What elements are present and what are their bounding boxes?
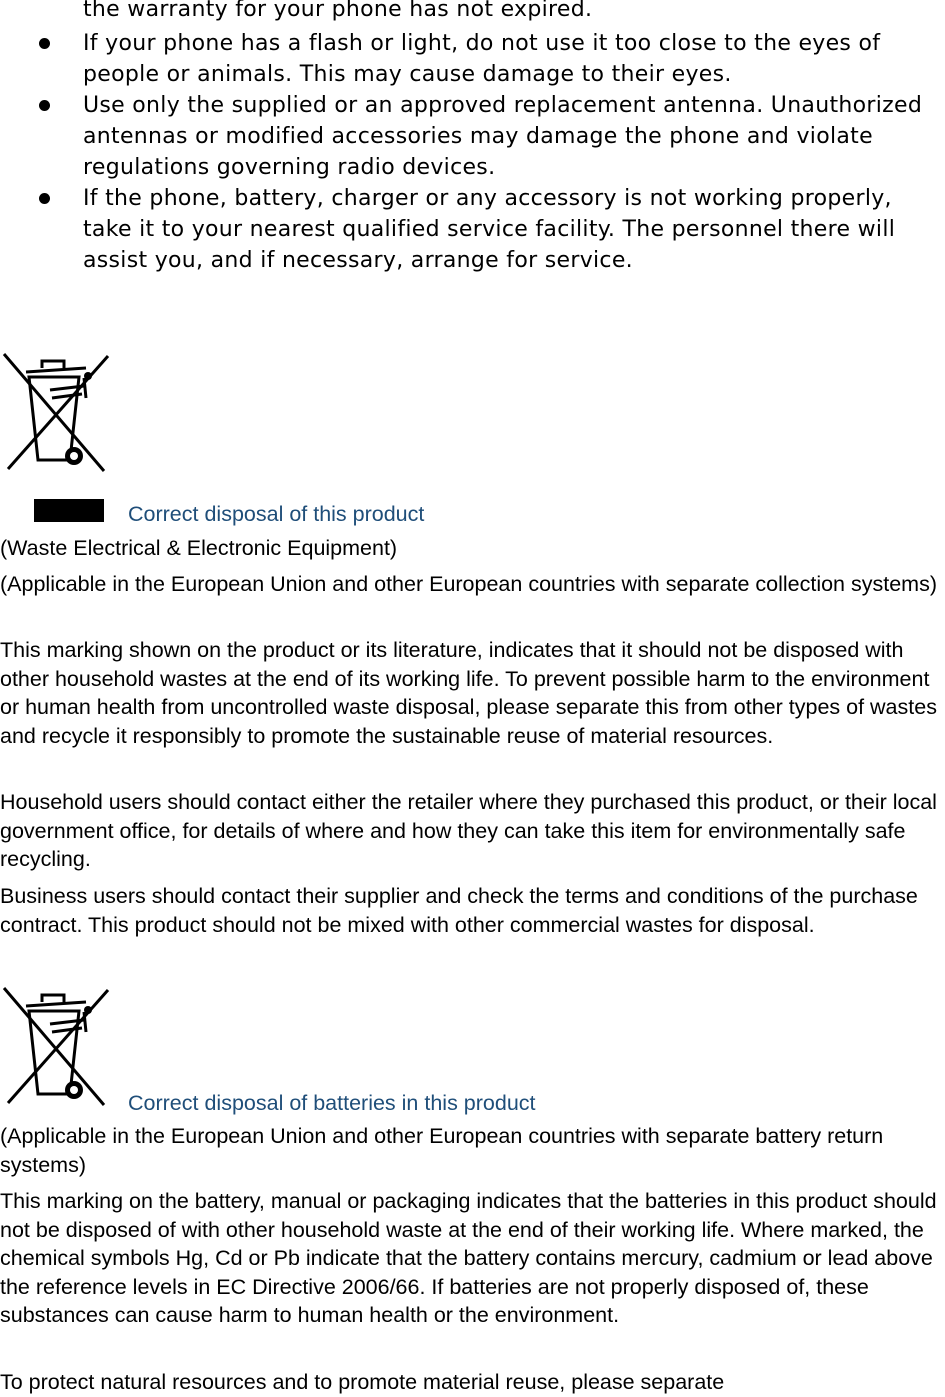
bullet-icon <box>39 100 50 111</box>
crossed-out-wheelie-bin-icon <box>2 986 112 1108</box>
crossed-out-wheelie-bin-icon <box>2 352 112 474</box>
battery-paragraph: (Applicable in the European Union and other European countries with separate battery return systems) <box>0 1124 884 1177</box>
battery-heading: Correct disposal of batteries in this product <box>128 1091 536 1115</box>
weee-paragraph: This marking shown on the product or its literature, indicates that it should not be disposed with other household wastes at the end of its working life. To prevent possible harm to the environment or human health from uncontrolled waste disposal, please separate this from other types of wastes and recycle it responsibly to promote the sustainable reuse of material resources. <box>0 638 937 748</box>
bullet-icon <box>39 193 50 204</box>
continued-line: the warranty for your phone has not expired. <box>83 0 593 22</box>
battery-paragraph: This marking on the battery, manual or packaging indicates that the batteries in this product should not be disposed of with other household waste at the end of their working life. Where marked, the chemical symbols Hg, Cd or Pb indicate that the battery contains mercury, cadmium or lead above the reference levels in EC Directive 2006/66. If batteries are not properly disposed of, these substances can cause harm to human health or the environment. <box>0 1189 937 1327</box>
list-item: If the phone, battery, charger or any accessory is not working properly, take it to your nearest qualified service facility. The personnel there will assist you, and if necessary, arrange for service. <box>0 183 945 276</box>
bullet-icon <box>39 38 50 49</box>
weee-black-bar <box>34 499 104 522</box>
weee-paragraph: Business users should contact their supplier and check the terms and conditions of the purchase contract. This product should not be mixed with other commercial wastes for disposal. <box>0 884 918 937</box>
weee-paragraph: (Applicable in the European Union and other European countries with separate collection systems) <box>0 572 937 596</box>
battery-paragraph: To protect natural resources and to promote material reuse, please separate <box>0 1370 725 1394</box>
list-item: Use only the supplied or an approved replacement antenna. Unauthorized antennas or modified accessories may damage the phone and violate regulations governing radio devices. <box>0 90 945 183</box>
weee-paragraph: Household users should contact either the retailer where they purchased this product, or their local government office, for details of where and how they can take this item for environmentally safe recycling. <box>0 790 937 871</box>
weee-subtitle: (Waste Electrical & Electronic Equipment) <box>0 536 398 560</box>
list-item: If your phone has a flash or light, do not use it too close to the eyes of people or animals. This may cause damage to their eyes. <box>0 28 945 90</box>
safety-bullet-list <box>0 28 945 276</box>
weee-heading: Correct disposal of this product <box>128 502 425 526</box>
